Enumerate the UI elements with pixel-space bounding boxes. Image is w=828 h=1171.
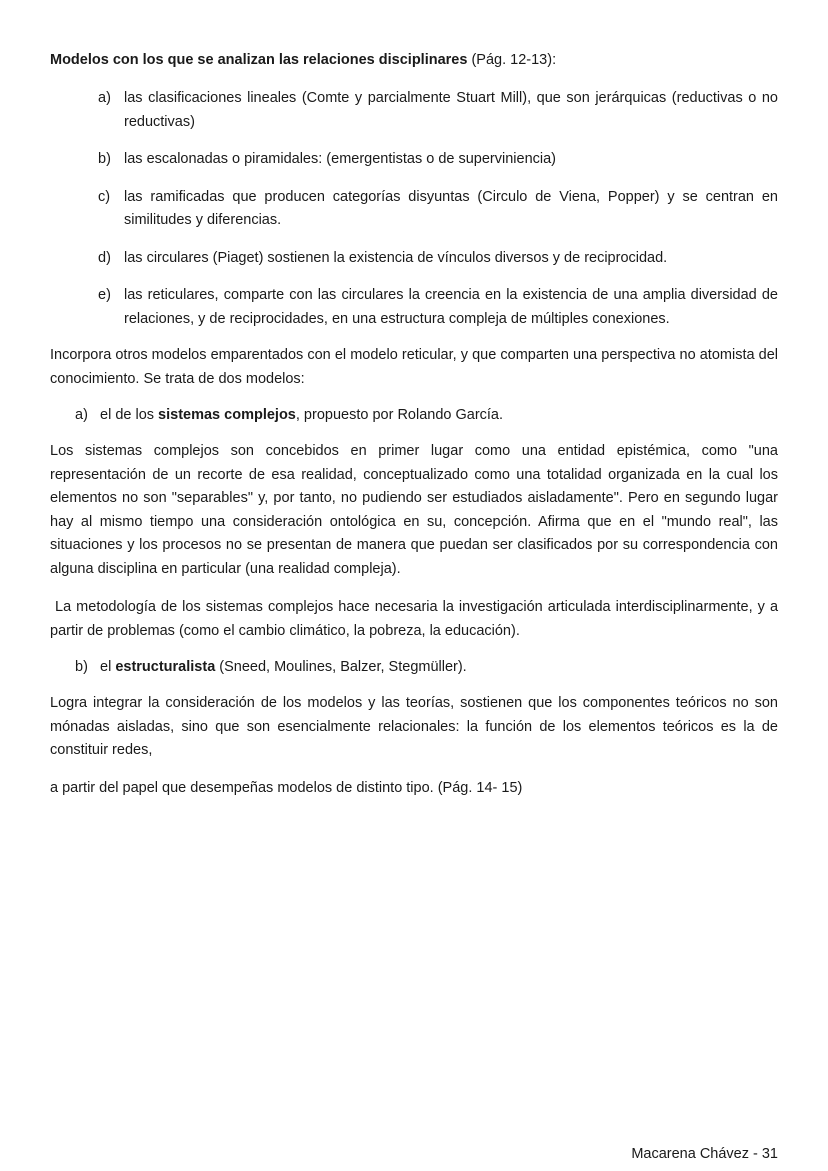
heading-bold: Modelos con los que se analizan las relaciones disciplinares — [50, 52, 468, 68]
list-item — [50, 186, 778, 233]
item-a-post: , propuesto por Rolando García. — [295, 407, 504, 423]
list-item — [50, 148, 778, 172]
list-item-text: las escalonadas o piramidales: (emergentistas o de superviniencia) — [124, 151, 557, 167]
list-marker: a) — [75, 407, 88, 423]
list-marker: a) — [98, 90, 111, 106]
list-marker: d) — [98, 249, 111, 266]
list-item — [50, 404, 778, 428]
complex-systems-paragraph: Los sistemas complejos son concebidos en primer lugar como una entidad epistémica, como "una representación de un recorte de esa realidad, conceptualizado como una totalidad organizada en la cual los elementos no son "separables" y, por tanto, no pudiendo ser estudiados aisladamente". Pero en segundo lugar hay al mismo tiempo una consideración ontológica en su, concepción. Afirma que en el "mundo real", las situaciones y los procesos no se presentan de manera que puedan ser clasificados por su correspondencia con alguna disciplina en particular (una realidad compleja). — [50, 443, 778, 577]
list-item-text: las circulares (Piaget) sostienen la existencia de vínculos diversos y de reciprocidad. — [124, 249, 668, 266]
models-list — [50, 87, 778, 345]
list-marker: e) — [98, 287, 111, 303]
list-item-text: las clasificaciones lineales (Comte y parcialmente Stuart Mill), que son jerárquicas (reductivas o no reductivas) — [124, 90, 778, 130]
section-heading — [50, 49, 778, 73]
list-item — [50, 247, 778, 271]
item-b-bold: estructuralista — [115, 659, 216, 675]
item-a-list — [50, 404, 778, 442]
item-b-post: (Sneed, Moulines, Balzer, Stegmüller). — [215, 659, 467, 675]
item-a-bold: sistemas complejos — [158, 407, 296, 423]
list-item — [50, 284, 778, 331]
intro-paragraph: Incorpora otros modelos emparentados con el modelo reticular, y que comparten una perspectiva no atomista del conocimiento. Se trata de dos modelos: — [50, 347, 778, 387]
structuralist-paragraph: Logra integrar la consideración de los modelos y las teorías, sostienen que los componentes teóricos no son mónadas aisladas, sino que son esencialmente relacionales: la función de los elementos teóricos es la de constituir redes, — [50, 695, 778, 758]
item-a-pre: el de los — [100, 407, 159, 423]
list-item — [50, 656, 778, 680]
list-marker: c) — [98, 188, 111, 205]
item-b-list — [50, 656, 778, 694]
page-footer: Macarena Chávez - 31 — [631, 1146, 778, 1162]
heading-pages: (Pág. 12-13): — [467, 52, 557, 68]
list-item-text: las reticulares, comparte con las circulares la creencia en la existencia de una amplia diversidad de relaciones, y de reciprocidades, en una estructura compleja de múltiples conexiones. — [124, 287, 778, 327]
closing-paragraph: a partir del papel que desempeñas modelos de distinto tipo. (Pág. 14- 15) — [50, 780, 523, 796]
item-b-pre: el — [100, 659, 116, 675]
list-item-text: las ramificadas que producen categorías disyuntas (Circulo de Viena, Popper) y se centran en similitudes y diferencias. — [124, 188, 778, 228]
list-marker: b) — [98, 151, 111, 167]
methodology-paragraph: La metodología de los sistemas complejos hace necesaria la investigación articulada interdisciplinarmente, y a partir de problemas (como el cambio climático, la pobreza, la educación). — [50, 599, 783, 639]
list-marker: b) — [75, 659, 88, 675]
list-item — [50, 87, 778, 134]
